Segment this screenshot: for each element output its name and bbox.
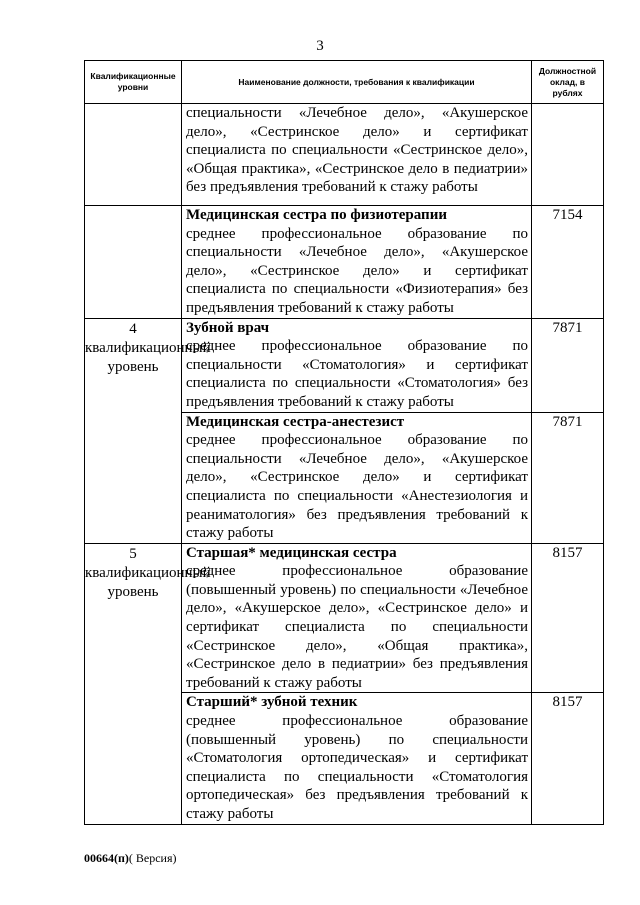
salary-value: 7154 xyxy=(532,206,604,319)
level-number: 5 xyxy=(129,545,137,562)
position-title: Старшая* медицинская сестра xyxy=(186,544,397,561)
level-label: квалификационный уровень xyxy=(85,339,211,375)
document-version: ( Версия) xyxy=(128,851,177,865)
salary-value: 8157 xyxy=(532,693,604,824)
level-cell xyxy=(85,318,211,543)
salary-value: 7871 xyxy=(532,318,604,412)
position-title: Старший* зубной техник xyxy=(186,694,358,711)
position-cell xyxy=(182,206,532,319)
salary-value: 8157 xyxy=(532,543,604,693)
position-requirements: среднее профессиональное образование (повышенный уровень) по специальности «Стоматология ортопедическая» и сертификат специалиста по специальности «Стоматология ортопедическая» без предъявления требований к стажу работы xyxy=(186,713,528,822)
position-requirements: среднее профессиональное образование по специальности «Стоматология» и сертификат специалиста по специальности «Стоматология» без предъявления требований к стажу работы xyxy=(186,338,528,410)
continuation-text: специальности «Лечебное дело», «Акушерское дело», «Сестринское дело» и сертификат специалиста по специальности «Сестринское дело», «Общая практика», «Сестринское дело в педиатрии» без предъявления требований к стажу работы xyxy=(186,105,528,196)
continuation-cell xyxy=(182,104,532,206)
position-requirements: среднее профессиональное образование по специальности «Лечебное дело», «Акушерское дело», «Сестринское дело» и сертификат специалиста по специальности «Физиотерапия» без предъявления требований к стажу работы xyxy=(186,225,528,316)
position-cell xyxy=(182,693,532,824)
position-title: Медицинская сестра по физиотерапии xyxy=(186,207,447,223)
table-row xyxy=(85,206,604,319)
position-cell xyxy=(182,318,532,412)
level-cell xyxy=(85,543,211,824)
level-cell-empty xyxy=(85,104,182,206)
table-header-row xyxy=(85,61,604,104)
table-row xyxy=(85,543,604,693)
position-requirements: среднее профессиональное образование по специальности «Лечебное дело», «Акушерское дело», «Сестринское дело» и сертификат специалиста по специальности «Анестезиология и реаниматология» без предъявления требований к стажу работы xyxy=(186,432,528,542)
level-label: квалификационный уровень xyxy=(85,564,211,600)
header-salary: Должностной оклад, в рублях xyxy=(532,61,604,104)
level-number: 4 xyxy=(129,320,137,337)
header-level: Квалификационные уровни xyxy=(85,61,182,104)
header-name: Наименование должности, требования к квалификации xyxy=(182,61,532,104)
position-title: Зубной врач xyxy=(186,319,270,336)
position-cell xyxy=(182,412,532,543)
salary-value: 7871 xyxy=(532,412,604,543)
document-code: 00664(п) xyxy=(84,851,129,865)
qualification-table xyxy=(84,60,604,825)
position-title: Медицинская сестра-анестезист xyxy=(186,413,405,430)
position-requirements: среднее профессиональное образование (повышенный уровень) по специальности «Лечебное дело», «Акушерское дело», «Сестринское дело» и сертификат специалиста по специальности «Сестринское дело», «Общая практика», «Сестринское дело в педиатрии» без предъявления требований к стажу работы xyxy=(186,563,528,691)
salary-cell-empty xyxy=(532,104,604,206)
document-footer xyxy=(84,851,177,866)
level-cell-empty xyxy=(85,206,182,319)
position-cell xyxy=(182,543,532,693)
page-number: 3 xyxy=(316,38,324,54)
table-row xyxy=(85,104,604,206)
table-row xyxy=(85,318,604,412)
